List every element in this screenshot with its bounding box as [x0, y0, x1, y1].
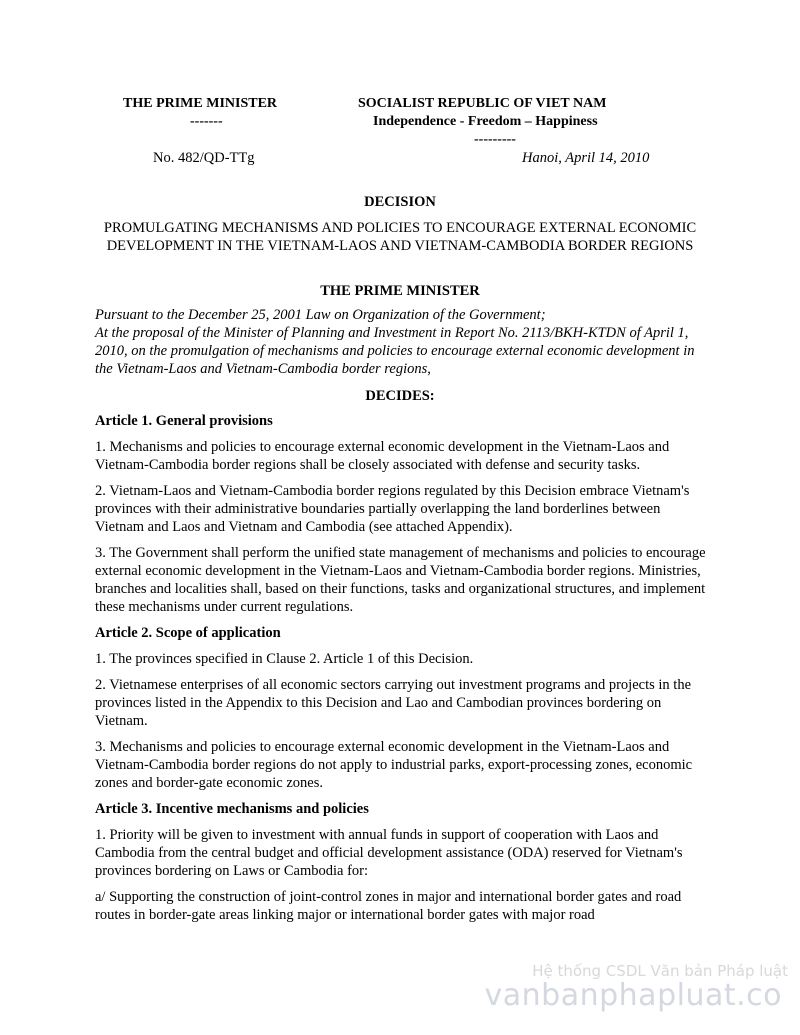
issuer-header: THE PRIME MINISTER	[123, 96, 278, 111]
article-3-point-a: a/ Supporting the construction of joint-control zones in major and international border gates and road routes in border-gate areas linking major or international border gates with major road	[95, 889, 682, 923]
article-1-title: Article 1. General provisions	[95, 413, 273, 429]
article-2-clause-2: 2. Vietnamese enterprises of all economic sectors carrying out investment programs and projects in the provinces listed in the Appendix to this Decision and Lao and Cambodian provinces bordering on Vietnam.	[95, 677, 692, 729]
document-subject: PROMULGATING MECHANISMS AND POLICIES TO ENCOURAGE EXTERNAL ECONOMIC DEVELOPMENT IN THE VIETNAM-LAOS AND VIETNAM-CAMBODIA BORDER REGIONS	[103, 220, 697, 254]
article-2-clause-1: 1. The provinces specified in Clause 2. Article 1 of this Decision.	[95, 651, 474, 667]
preamble-comma: ,	[427, 361, 431, 377]
preamble	[95, 306, 710, 378]
place-date: Hanoi, April 14, 2010	[522, 150, 650, 166]
article-1-clause-1: 1. Mechanisms and policies to encourage external economic development in the Vietnam-Laos and Vietnam-Cambodia border regions shall be closely associated with defense and security tasks.	[95, 439, 670, 473]
motto-dashes: ---------	[474, 132, 516, 147]
preamble-proposal-text: At the proposal of the Minister of Planning and Investment in Report No. 2113/BKH-KTDN of April 1, 2010, on the promulgation of mechanisms and policies to encourage external economic development in the Vietnam-Laos and Vietnam-Cambodia border regions	[95, 325, 695, 377]
article-2-clause-3: 3. Mechanisms and policies to encourage external economic development in the Vietnam-Laos and Vietnam-Cambodia border regions do not apply to industrial parks, export-processing zones, economic zones and border-gate economic zones.	[95, 739, 693, 791]
country-header: SOCIALIST REPUBLIC OF VIET NAM	[358, 96, 607, 111]
preamble-proposal	[95, 324, 710, 378]
article-1-clause-2: 2. Vietnam-Laos and Vietnam-Cambodia border regions regulated by this Decision embrace Vietnam's provinces with their administrative boundaries partially overlapping the land borderlines between Vietnam and Laos and Vietnam and Cambodia (see attached Appendix).	[95, 483, 690, 535]
article-2-title: Article 2. Scope of application	[95, 625, 281, 641]
document-number: No. 482/QD-TTg	[153, 150, 255, 166]
article-3-title: Article 3. Incentive mechanisms and policies	[95, 801, 369, 817]
watermark-site: vanbanphapluat.co	[484, 978, 782, 1013]
articles-body	[95, 412, 710, 932]
preamble-legal-basis: Pursuant to the December 25, 2001 Law on Organization of the Government;	[95, 307, 546, 323]
issuer-title: THE PRIME MINISTER	[320, 283, 480, 299]
watermark-caption: Hệ thống CSDL Văn bản Pháp luật	[532, 962, 788, 980]
issuer-dashes: -------	[190, 114, 223, 129]
article-1-clause-3: 3. The Government shall perform the unified state management of mechanisms and policies to encourage external economic development in the Vietnam-Laos and Vietnam-Cambodia border regions. Ministries, branches and localities shall, based on their functions, tasks and organizational structures, and implement these mechanisms under current regulations.	[95, 545, 706, 615]
article-3-clause-1: 1. Priority will be given to investment with annual funds in support of cooperation with Laos and Cambodia from the central budget and official development assistance (ODA) reserved for Vietnam's provinces bordering on Laws or Cambodia for:	[95, 827, 683, 879]
document-type: DECISION	[364, 194, 436, 210]
national-motto: Independence - Freedom – Happiness	[373, 114, 598, 129]
decides-heading: DECIDES:	[365, 388, 435, 404]
